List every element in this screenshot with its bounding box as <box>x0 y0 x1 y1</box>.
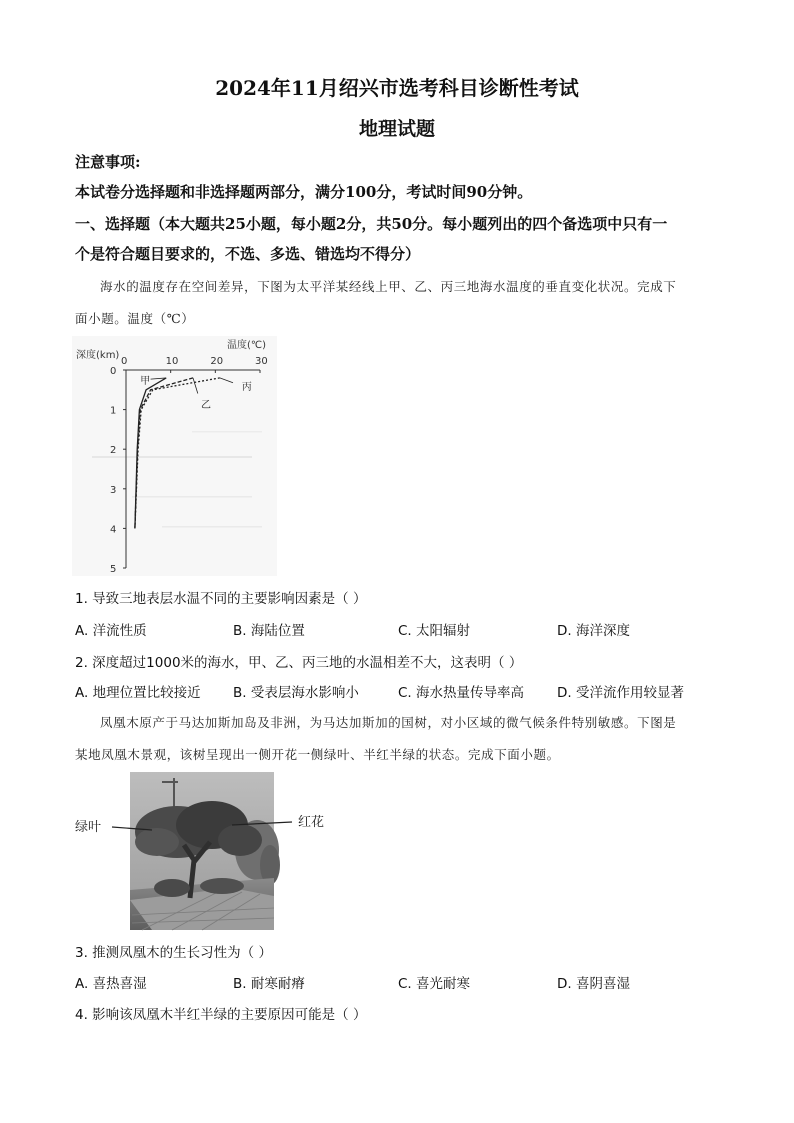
curve-leader-line <box>220 378 233 383</box>
phoenix-tree-figure <box>72 770 342 932</box>
y-tick-label: 2 <box>110 445 117 457</box>
notice-line: 本试卷分选择题和非选择题两部分，满分100分，考试时间90分钟。 <box>75 183 533 201</box>
y-tick-label: 4 <box>110 524 117 536</box>
label-green-leaves: 绿叶 <box>75 820 102 835</box>
x-tick-label: 20 <box>210 356 224 367</box>
page-title: 2024年11月绍兴市选考科目诊断性考试 <box>215 76 579 100</box>
depth-temperature-figure <box>72 336 277 576</box>
y-tick-label: 0 <box>110 366 117 377</box>
question-3-stem: 3. 推测凤凰木的生长习性为（ ） <box>75 945 272 961</box>
y-axis-label: 深度(km) <box>76 350 120 361</box>
passage1-line2: 面小题。温度（℃） <box>75 311 195 326</box>
curve-leader-line <box>193 378 198 394</box>
label-red-flowers: 红花 <box>298 815 325 830</box>
question-4-stem: 4. 影响该凤凰木半红半绿的主要原因可能是（ ） <box>75 1007 367 1023</box>
x-tick-label: 0 <box>121 356 128 367</box>
question-3-option-c[interactable]: C. 喜光耐寒 <box>398 976 471 992</box>
x-tick-label: 30 <box>255 356 268 367</box>
page-subtitle: 地理试题 <box>358 118 435 140</box>
question-3-option-b[interactable]: B. 耐寒耐瘠 <box>233 976 305 992</box>
y-tick-label: 5 <box>110 564 117 575</box>
temperature-curve-1 <box>135 378 166 529</box>
passage2-line2: 某地凤凰木景观，该树呈现出一侧开花一侧绿叶、半红半绿的状态。完成下面小题。 <box>75 747 560 762</box>
section-intro-line1: 一、选择题（本大题共25小题，每小题2分，共50分。每小题列出的四个备选项中只有一 <box>75 215 668 233</box>
question-1-option-a[interactable]: A. 洋流性质 <box>75 623 147 639</box>
curve-label: 丙 <box>241 381 252 393</box>
curve-label: 甲 <box>140 375 151 387</box>
question-2-option-b[interactable]: B. 受表层海水影响小 <box>233 685 359 701</box>
temperature-curve-2 <box>135 378 193 529</box>
question-1-option-b[interactable]: B. 海陆位置 <box>233 623 305 639</box>
question-1-option-d[interactable]: D. 海洋深度 <box>557 623 630 639</box>
x-axis-label: 温度(℃) <box>227 340 267 351</box>
question-2-option-d[interactable]: D. 受洋流作用较显著 <box>557 685 684 701</box>
question-2-stem: 2. 深度超过1000米的海水，甲、乙、丙三地的水温相差不大，这表明（ ） <box>75 655 523 671</box>
y-tick-label: 3 <box>110 484 117 496</box>
question-1-stem: 1. 导致三地表层水温不同的主要影响因素是（ ） <box>75 591 367 607</box>
question-1-option-c[interactable]: C. 太阳辐射 <box>398 623 471 639</box>
passage2-line1: 凤凰木原产于马达加斯加岛及非洲，为马达加斯加的国树，对小区域的微气候条件特别敏感。下图是 <box>100 715 677 730</box>
phoenix-tree-photo <box>72 770 342 932</box>
question-3-option-d[interactable]: D. 喜阴喜湿 <box>557 976 630 992</box>
question-2-option-c[interactable]: C. 海水热量传导率高 <box>398 685 525 701</box>
section-intro-line2: 个是符合题目要求的，不选、多选、错选均不得分） <box>75 245 421 263</box>
question-3-option-a[interactable]: A. 喜热喜湿 <box>75 976 147 992</box>
y-tick-label: 1 <box>110 405 117 417</box>
x-tick-label: 10 <box>165 356 179 367</box>
curve-label: 乙 <box>201 399 211 411</box>
passage1-line1: 海水的温度存在空间差异，下图为太平洋某经线上甲、乙、丙三地海水温度的垂直变化状况。完成下 <box>100 279 677 294</box>
depth-temperature-chart <box>72 336 277 576</box>
notice-heading: 注意事项: <box>75 153 141 171</box>
question-2-option-a[interactable]: A. 地理位置比较接近 <box>75 685 201 701</box>
